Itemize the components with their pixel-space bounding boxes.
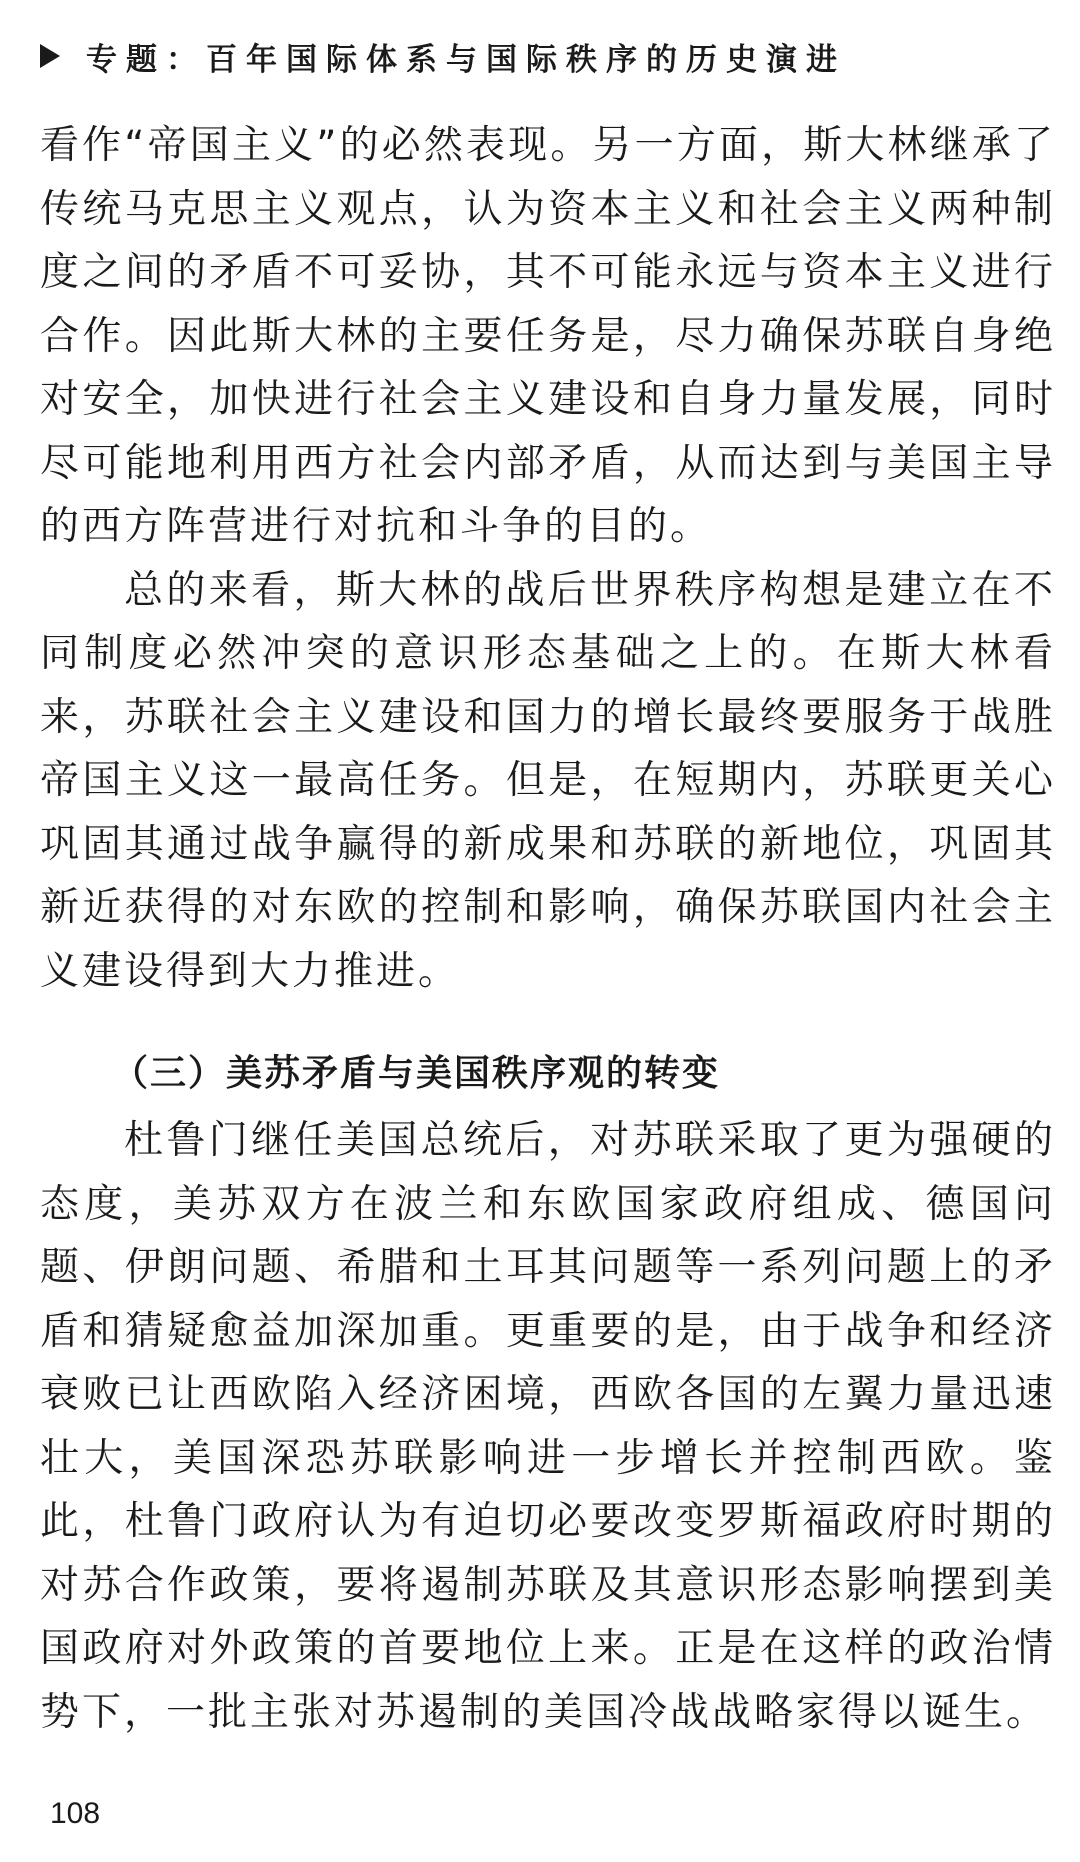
section-heading: （三）美苏矛盾与美国秩序观的转变 [112, 1053, 721, 1094]
body-text [40, 114, 1056, 1744]
page-number: 108 [50, 1797, 101, 1830]
running-header-title: 专题：百年国际体系与国际秩序的历史演进 [86, 41, 846, 78]
section-spacer [40, 1003, 1056, 1039]
paragraph-truman: 杜鲁门继任美国总统后，对苏联采取了更为强硬的态度，美苏双方在波兰和东欧国家政府组成、德国问题、伊朗问题、希腊和土耳其问题等一系列问题上的矛盾和猜疑愈益加深加重。更重要的是，由于战争和经济衰败已让西欧陷入经济困境，西欧各国的左翼力量迅速壮大，美国深恐苏联影响进一步增长并控制西欧。鉴此，杜鲁门政府认为有迫切必要改变罗斯福政府时期的对苏合作政策，要将遏制苏联及其意识形态影响摆到美国政府对外政策的首要地位上来。正是在这样的政治情势下，一批主张对苏遏制的美国冷战战略家得以诞生。 [40, 1118, 1056, 1735]
paragraph-summary: 总的来看，斯大林的战后世界秩序构想是建立在不同制度必然冲突的意识形态基础之上的。在斯大林看来，苏联社会主义建设和国力的增长最终要服务于战胜帝国主义这一最高任务。但是，在短期内，苏联更关心巩固其通过战争赢得的新成果和苏联的新地位，巩固其新近获得的对东欧的控制和影响，确保苏联国内社会主义建设得到大力推进。 [40, 567, 1056, 994]
running-header [40, 30, 846, 82]
paragraph-continued: 看作“帝国主义”的必然表现。另一方面，斯大林继承了传统马克思主义观点，认为资本主义和社会主义两种制度之间的矛盾不可妥协，其不可能永远与资本主义进行合作。因此斯大林的主要任务是，尽力确保苏联自身绝对安全，加快进行社会主义建设和自身力量发展，同时尽可能地利用西方社会内部矛盾，从而达到与美国主导的西方阵营进行对抗和斗争的目的。 [40, 123, 1056, 549]
triangle-marker-icon [40, 44, 60, 68]
